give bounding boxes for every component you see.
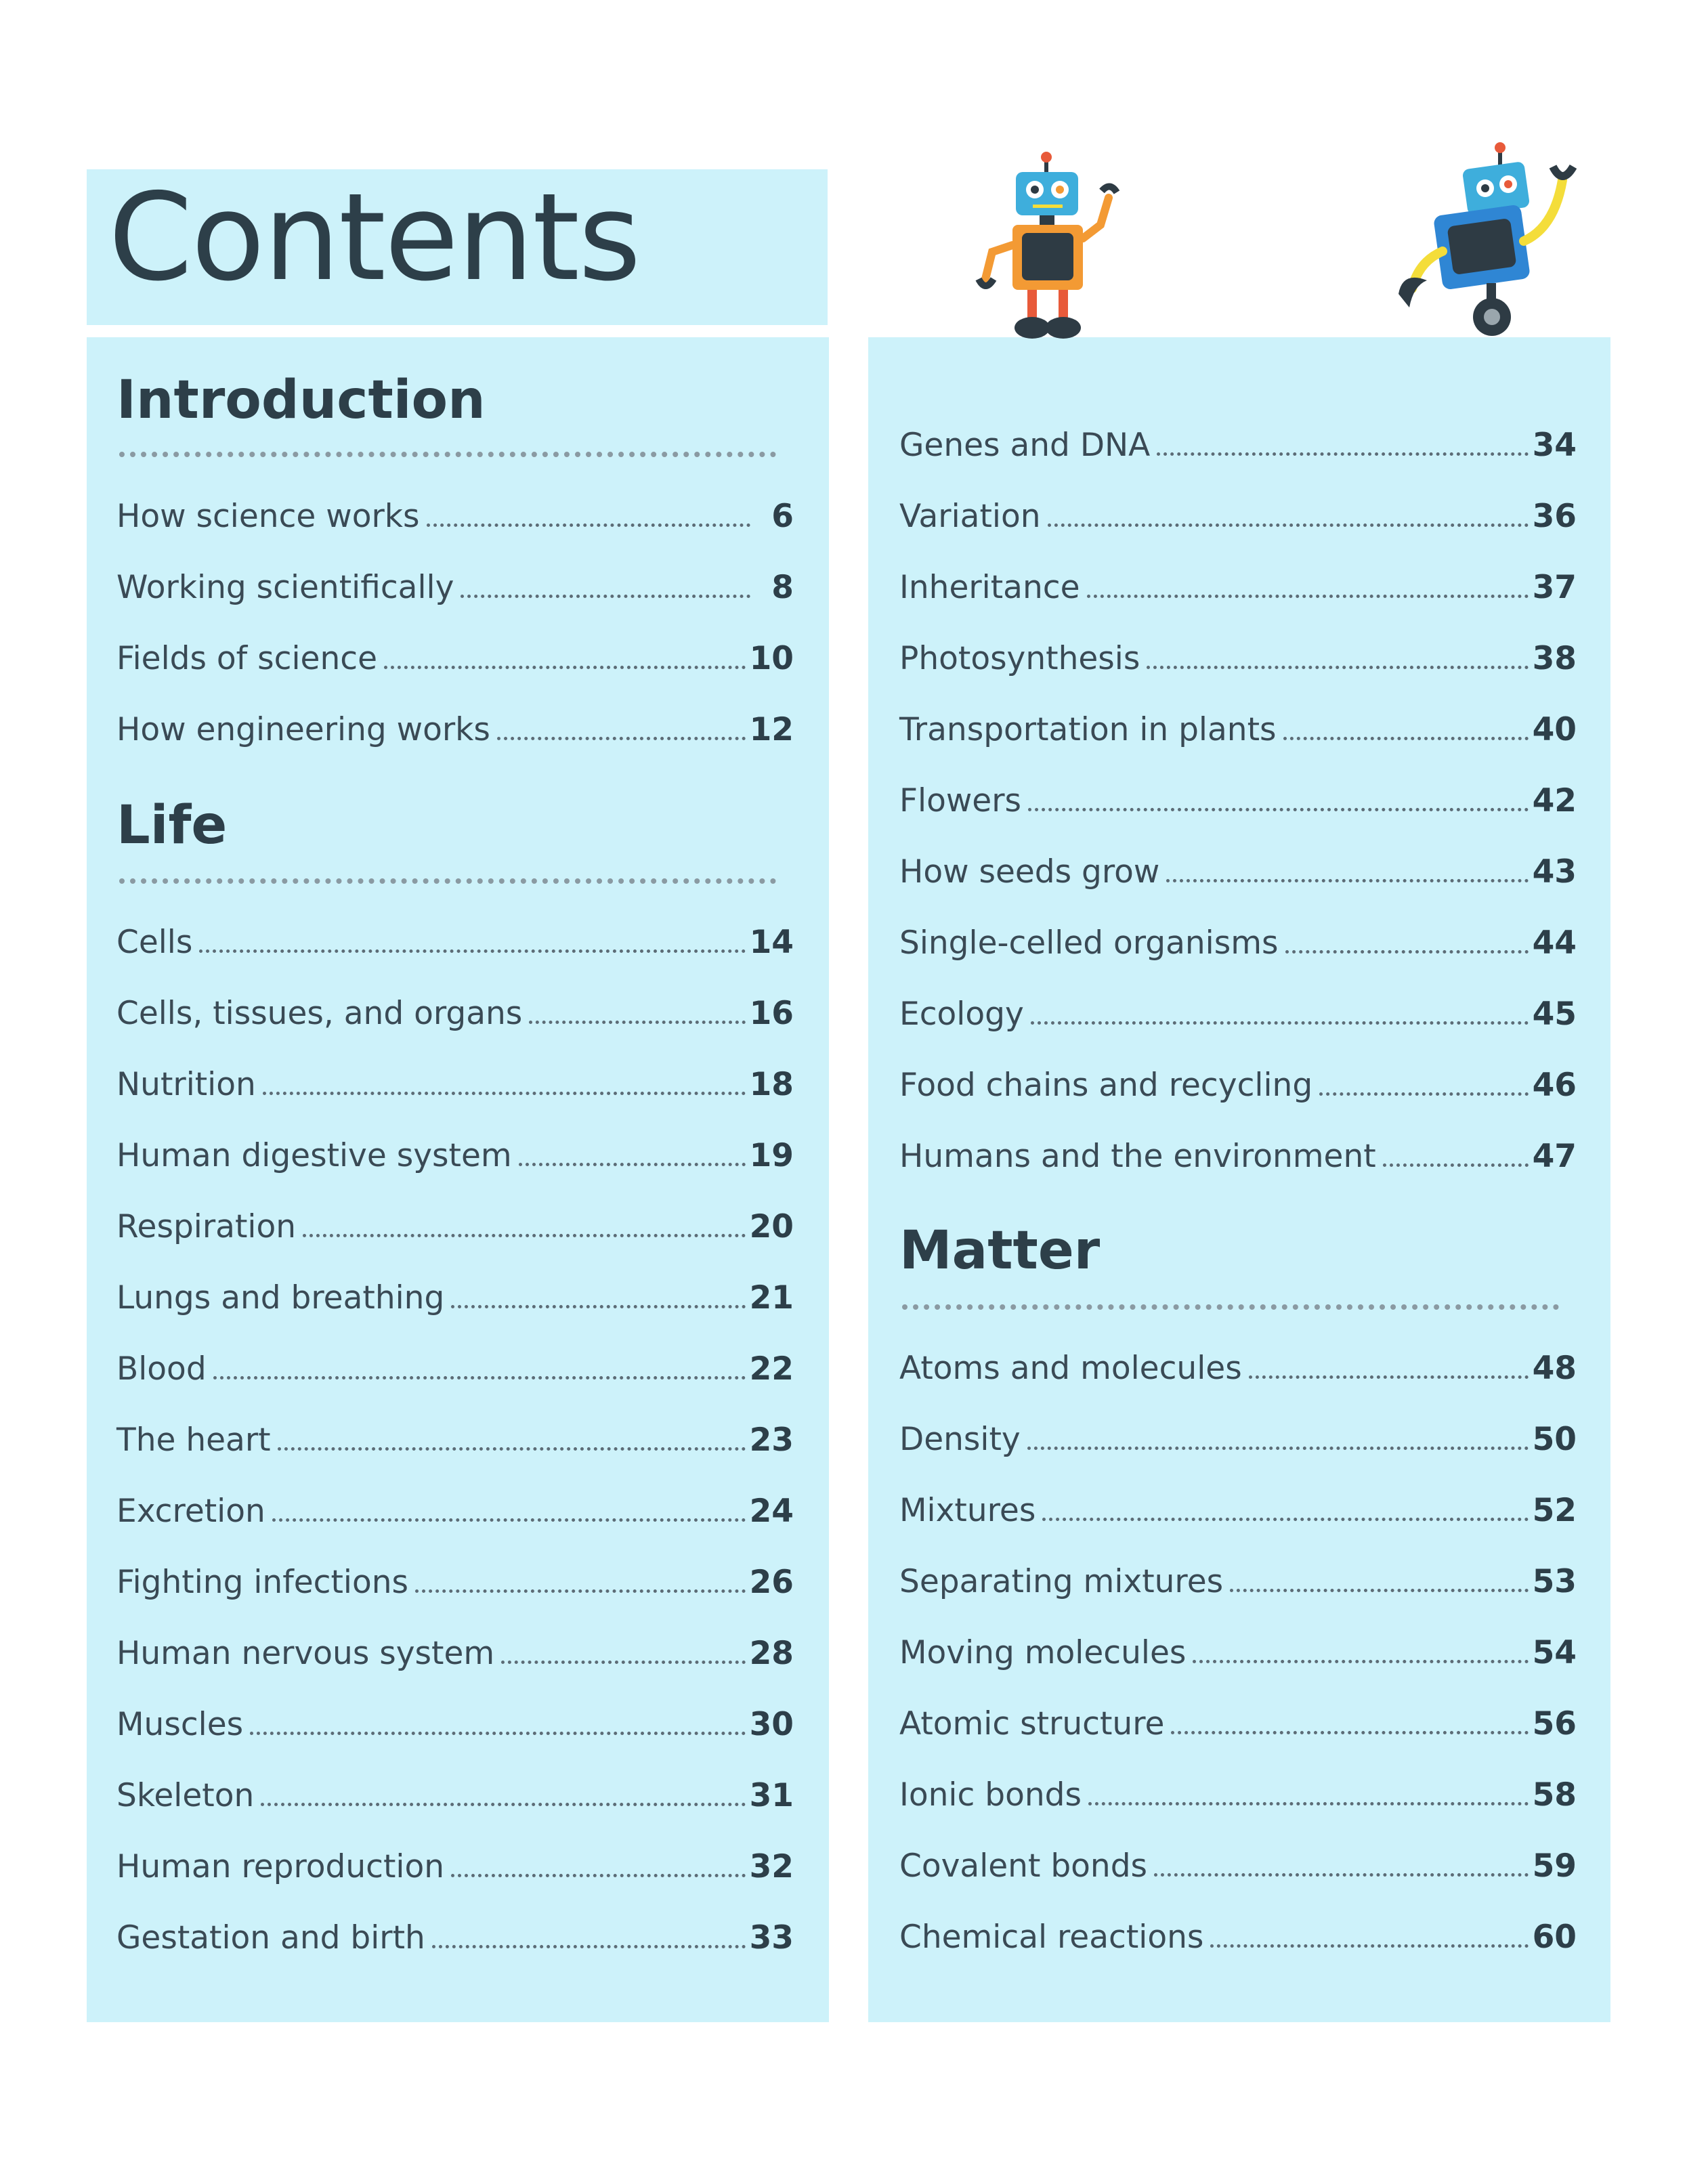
toc-entry[interactable]: Ecology 45 bbox=[899, 996, 1577, 1033]
toc-entry[interactable]: Density 50 bbox=[899, 1421, 1577, 1458]
toc-entry[interactable]: Working scientifically 8 bbox=[116, 569, 794, 606]
toc-entry[interactable]: Excretion 24 bbox=[116, 1493, 794, 1530]
toc-entry[interactable]: Ionic bonds 58 bbox=[899, 1776, 1577, 1814]
toc-entry[interactable]: Gestation and birth 33 bbox=[116, 1919, 794, 1956]
section-heading-matter: Matter bbox=[899, 1220, 1101, 1281]
toc-entry[interactable]: Variation 36 bbox=[899, 498, 1577, 535]
toc-entry[interactable]: Flowers 42 bbox=[899, 782, 1577, 819]
toc-entry[interactable]: Fields of science 10 bbox=[116, 640, 794, 677]
robot-icon-wheeled bbox=[1385, 140, 1588, 340]
toc-entry[interactable]: Muscles 30 bbox=[116, 1706, 794, 1743]
toc-entry[interactable]: Single-celled organisms 44 bbox=[899, 924, 1577, 962]
section-heading-life: Life bbox=[116, 795, 228, 856]
toc-entry[interactable]: Inheritance 37 bbox=[899, 569, 1577, 606]
toc-entry[interactable]: Mixtures 52 bbox=[899, 1492, 1577, 1529]
toc-entry[interactable]: Blood 22 bbox=[116, 1350, 794, 1388]
toc-entry[interactable]: Food chains and recycling 46 bbox=[899, 1067, 1577, 1104]
toc-entry[interactable]: Transportation in plants 40 bbox=[899, 711, 1577, 748]
toc-entry[interactable]: Atomic structure 56 bbox=[899, 1705, 1577, 1742]
toc-entry[interactable]: Lungs and breathing 21 bbox=[116, 1279, 794, 1317]
toc-entry[interactable]: Human digestive system 19 bbox=[116, 1137, 794, 1174]
toc-entry[interactable]: Separating mixtures 53 bbox=[899, 1563, 1577, 1600]
toc-entry[interactable]: Cells 14 bbox=[116, 924, 794, 961]
toc-entry[interactable]: Cells, tissues, and organs 16 bbox=[116, 995, 794, 1032]
toc-entry[interactable]: Photosynthesis 38 bbox=[899, 640, 1577, 677]
toc-entry[interactable]: Humans and the environment 47 bbox=[899, 1138, 1577, 1175]
section-divider bbox=[902, 1304, 1559, 1310]
toc-entry[interactable]: Covalent bonds 59 bbox=[899, 1847, 1577, 1885]
toc-entry[interactable]: Atoms and molecules 48 bbox=[899, 1350, 1577, 1387]
toc-entry[interactable]: How engineering works 12 bbox=[116, 711, 794, 748]
toc-entry[interactable]: Human nervous system 28 bbox=[116, 1635, 794, 1672]
toc-entry[interactable]: The heart 23 bbox=[116, 1421, 794, 1459]
toc-entry[interactable]: Skeleton 31 bbox=[116, 1777, 794, 1814]
toc-entry[interactable]: Genes and DNA 34 bbox=[899, 427, 1577, 464]
section-divider bbox=[119, 452, 776, 457]
toc-entry[interactable]: Nutrition 18 bbox=[116, 1066, 794, 1103]
robot-icon-standing bbox=[965, 150, 1161, 340]
section-divider bbox=[119, 878, 776, 884]
toc-entry[interactable]: Fighting infections 26 bbox=[116, 1564, 794, 1601]
page-title: Contents bbox=[108, 167, 640, 307]
toc-entry[interactable]: How science works 6 bbox=[116, 498, 794, 535]
toc-entry[interactable]: Respiration 20 bbox=[116, 1208, 794, 1245]
toc-entry[interactable]: How seeds grow 43 bbox=[899, 853, 1577, 891]
toc-entry[interactable]: Human reproduction 32 bbox=[116, 1848, 794, 1885]
toc-entry[interactable]: Chemical reactions 60 bbox=[899, 1919, 1577, 1956]
toc-entry[interactable]: Moving molecules 54 bbox=[899, 1634, 1577, 1671]
section-heading-introduction: Introduction bbox=[116, 370, 486, 431]
